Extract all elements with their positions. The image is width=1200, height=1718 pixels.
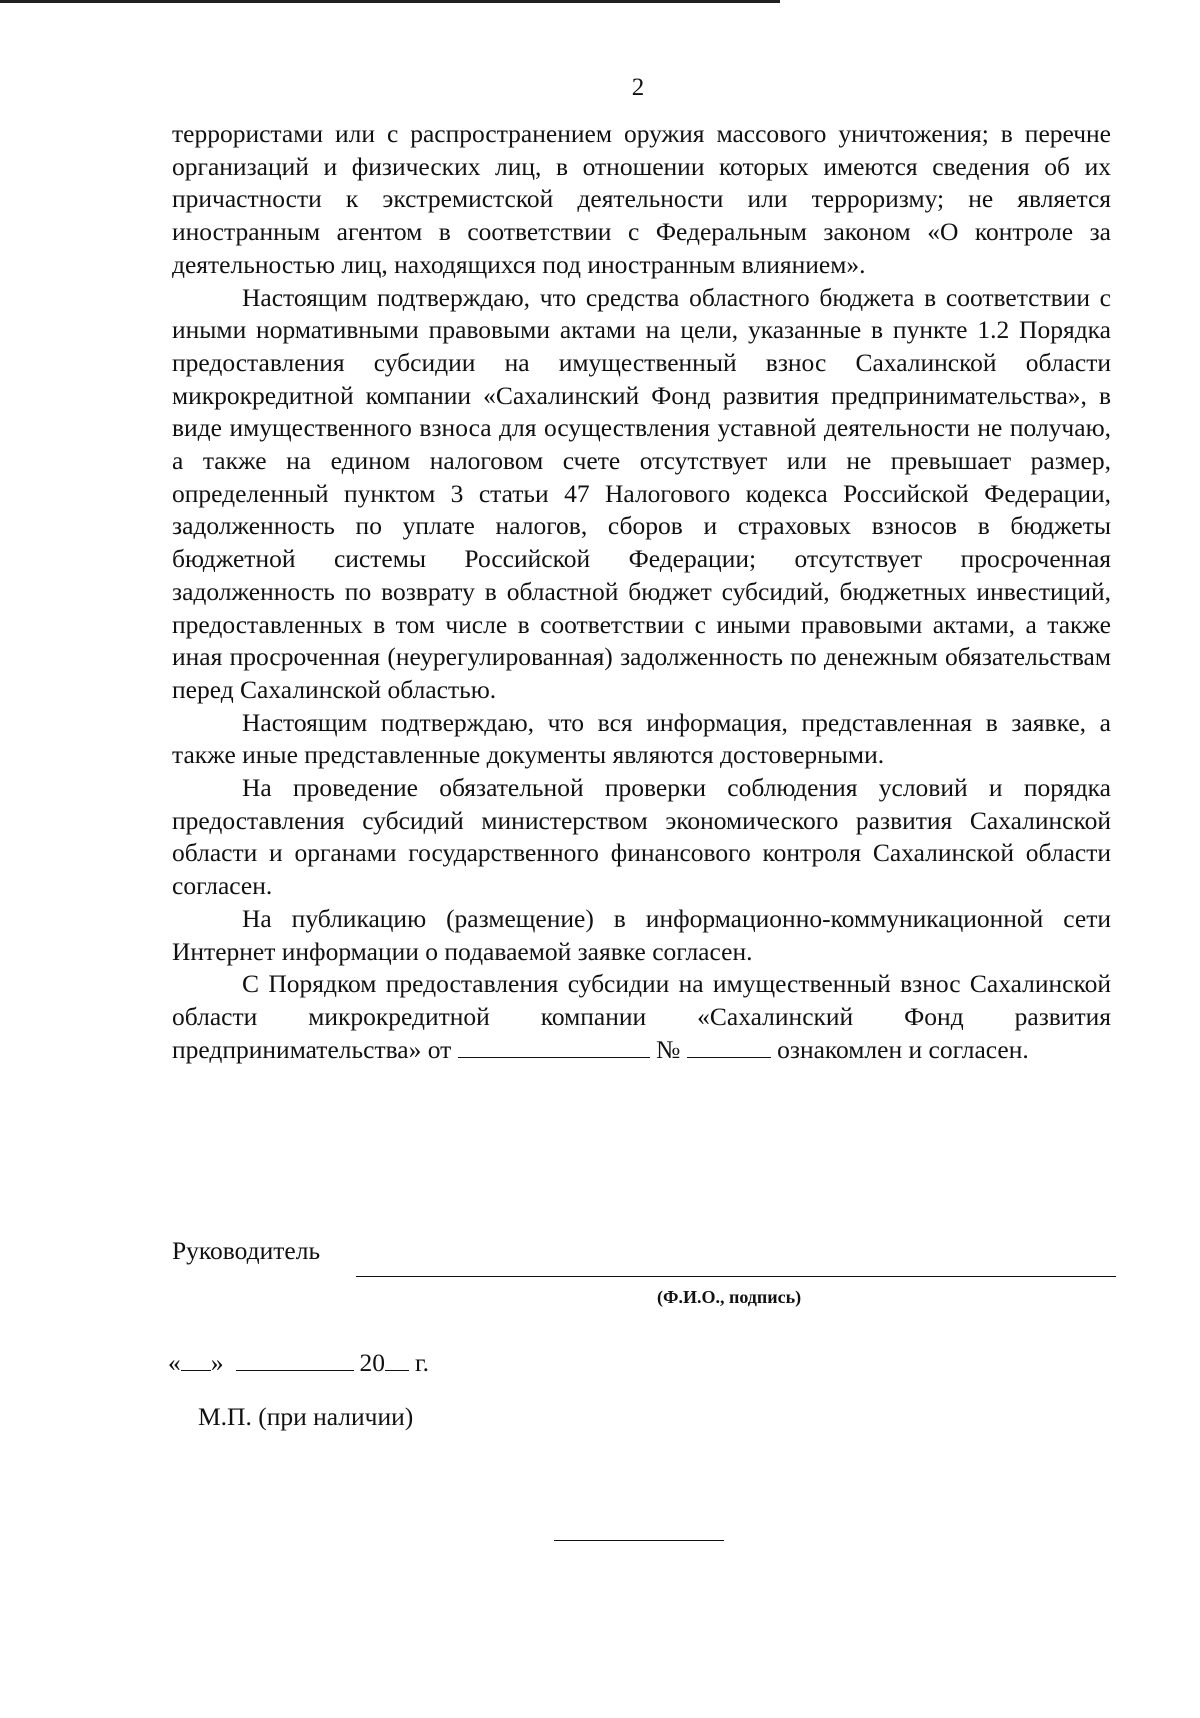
paragraph-procedure-acknowledgement (172, 968, 1111, 1066)
signature-line[interactable] (356, 1276, 1116, 1277)
procedure-number-blank[interactable] (687, 1037, 771, 1058)
paragraph-publication-consent: На публикацию (размещение) в информационно-коммуникационной сети Интернет информации о подаваемой заявке согласен. (172, 903, 1111, 966)
document-body (172, 118, 1111, 1066)
stamp-label: М.П. (при наличии) (198, 1402, 414, 1431)
procedure-number-sign: № (649, 1034, 687, 1064)
date-month-blank[interactable] (236, 1350, 354, 1371)
date-open-quote: « (168, 1348, 181, 1377)
top-border-line (0, 0, 780, 3)
date-day-blank[interactable] (181, 1350, 211, 1371)
paragraph-inspection-consent: На проведение обязательной проверки соблюдения условий и порядка предоставления субсидий министерством экономического развития Сахалинской области и органами государственного финансового контроля Сахалинской области согласен. (172, 773, 1111, 901)
date-year-blank[interactable] (385, 1350, 409, 1371)
signature-label: Руководитель (172, 1236, 321, 1265)
date-close-quote: » (210, 1348, 224, 1377)
paragraph-information-accuracy: Настоящим подтверждаю, что вся информация, представленная в заявке, а также иные представленные документы являются достоверными. (172, 707, 1111, 770)
procedure-text-end: ознакомлен и согласен. (770, 1034, 1029, 1064)
procedure-date-blank[interactable] (458, 1037, 650, 1058)
date-year-suffix: г. (415, 1348, 429, 1377)
page-number: 2 (631, 74, 645, 101)
procedure-text-start: С Порядком предоставления субсидии на имущественный взнос Сахалинской области микрокредитной компании «Сахалинский Фонд развития предпринимательства» от (172, 969, 1111, 1064)
end-separator-line (554, 1540, 724, 1541)
signature-caption: (Ф.И.О., подпись) (657, 1287, 802, 1307)
date-line (168, 1348, 429, 1378)
paragraph-budget-confirmation: Настоящим подтверждаю, что средства областного бюджета в соответствии с иными нормативными правовыми актами на цели, указанные в пункте 1.2 Порядка предоставления субсидии на имущественный взнос Сахалинской области микрокредитной компании «Сахалинский Фонд развития предпринимательства», в виде имущественного взноса для осуществления уставной деятельности не получаю, а также на едином налоговом счете отсутствует или не превышает размер, определенный пунктом 3 статьи 47 Налогового кодекса Российской Федерации, задолженность по уплате налогов, сборов и страховых взносов в бюджеты бюджетной системы Российской Федерации; отсутствует просроченная задолженность по возврату в областной бюджет субсидий, бюджетных инвестиций, предоставленных в том числе в соответствии с иными правовыми актами, а также иная просроченная (неурегулированная) задолженность по денежным обязательствам перед Сахалинской областью. (172, 282, 1111, 704)
paragraph-continuation: террористами или с распространением оружия массового уничтожения; в перечне организаций и физических лиц, в отношении которых имеются сведения об их причастности к экстремистской деятельности или терроризму; не является иностранным агентом в соответствии с Федеральным законом «О контроле за деятельностью лиц, находящихся под иностранным влиянием». (172, 119, 1111, 279)
date-year-prefix: 20 (359, 1348, 385, 1377)
